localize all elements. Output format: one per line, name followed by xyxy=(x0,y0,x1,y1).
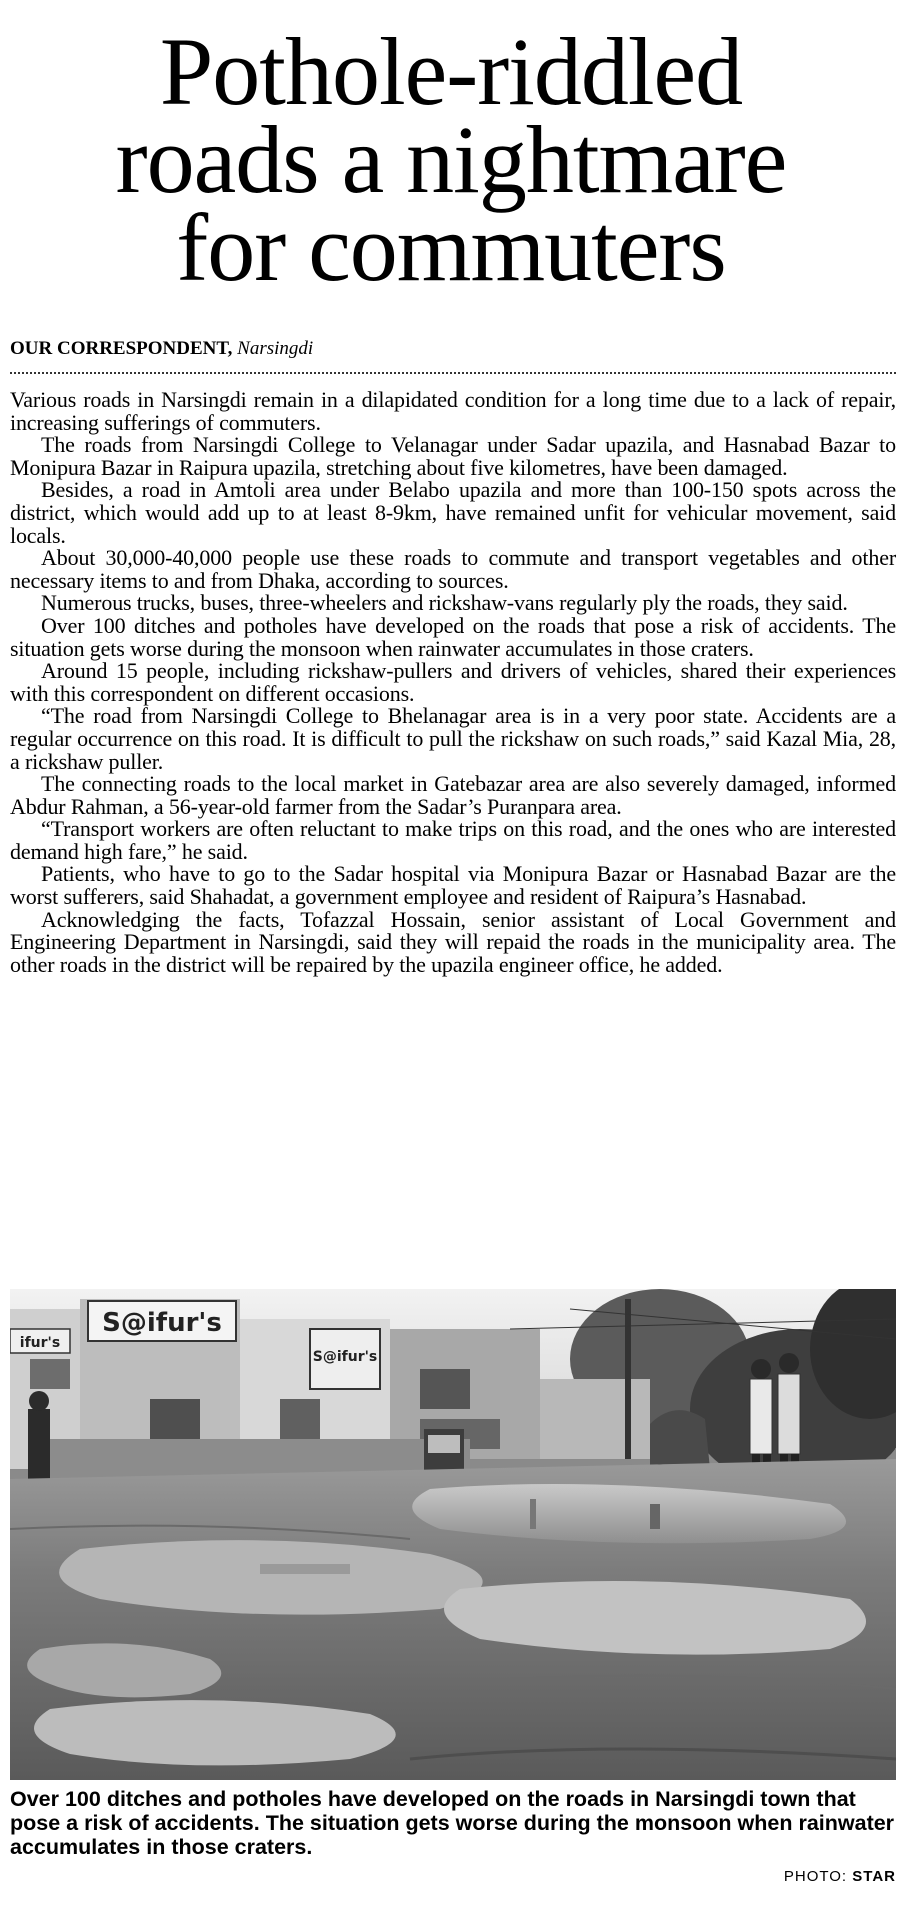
photo-credit-label: PHOTO: xyxy=(783,1868,848,1885)
article-paragraph: “The road from Narsingdi College to Bhelanagar area is in a very poor state. Accidents are a regular occurrence on this road. It is difficult to pull the rickshaw on such roads,” said Kazal Mia, 28, a rickshaw puller. xyxy=(10,703,896,774)
article-paragraph: Acknowledging the facts, Tofazzal Hossain, senior assistant of Local Government and Engineering Department in Narsingdi, said they will repaid the roads in the municipality area. The other roads in the district will be repaired by the upazila engineer office, he added. xyxy=(10,906,896,977)
article-paragraph: Various roads in Narsingdi remain in a dilapidated condition for a long time due to a lack of repair, increasing sufferings of commuters. xyxy=(10,387,896,435)
article-paragraph: Over 100 ditches and potholes have developed on the roads that pose a risk of accidents. The situation gets worse during the monsoon when rainwater accumulates in those craters. xyxy=(10,612,896,661)
headline-line-2: roads a nightmare xyxy=(115,106,787,213)
shop-sign-1: S@ifur's xyxy=(102,1308,222,1338)
shop-sign-3: ifur's xyxy=(19,1335,61,1351)
article-paragraph: The connecting roads to the local market in Gatebazar area are also severely damaged, informed Abdur Rahman, a 56-year-old farmer from the Sadar’s Puranpara area. xyxy=(10,771,896,819)
article-body xyxy=(10,389,896,976)
headline-line-3: for commuters xyxy=(176,194,726,301)
road-scene-photo xyxy=(10,1289,896,1780)
article-paragraph: Around 15 people, including rickshaw-pullers and drivers of vehicles, shared their experiences with this correspondent on different occasions. xyxy=(10,658,896,706)
article-paragraph: The roads from Narsingdi College to Velanagar under Sadar upazila, and Hasnabad Bazar to Monipura Bazar in Raipura upazila, stretching about five kilometres, have been damaged. xyxy=(10,432,896,480)
shop-sign-2: S@ifur's xyxy=(312,1349,378,1365)
article-paragraph: Besides, a road in Amtoli area under Belabo upazila and more than 100-150 spots across the district, which would add up to at least 8-9km, have remained unfit for vehicular movement, said locals. xyxy=(10,477,896,548)
photo-credit-source: STAR xyxy=(852,1868,896,1885)
photo-caption: Over 100 ditches and potholes have developed on the roads in Narsingdi town that pose a risk of accidents. The situation gets worse during the monsoon when rainwater accumulates in those craters. xyxy=(10,1787,895,1859)
article-paragraph: Patients, who have to go to the Sadar hospital via Monipura Bazar or Hasnabad Bazar are the worst sufferers, said Shahadat, a government employee and resident of Raipura’s Hasnabad. xyxy=(10,861,896,910)
article-paragraph: About 30,000-40,000 people use these roads to commute and transport vegetables and other necessary items to and from Dhaka, according to sources. xyxy=(10,545,896,593)
byline-divider xyxy=(10,372,896,374)
byline-author: OUR CORRESPONDENT, xyxy=(10,338,233,359)
news-photo xyxy=(10,1289,896,1780)
article-paragraph: Numerous trucks, buses, three-wheelers and rickshaw-vans regularly ply the roads, they said. xyxy=(41,590,848,616)
byline-location: Narsingdi xyxy=(237,338,314,359)
headline xyxy=(0,18,902,301)
photo-credit xyxy=(784,1868,896,1885)
article-paragraph: “Transport workers are often reluctant to make trips on this road, and the ones who are interested demand high fare,” he said. xyxy=(10,816,896,864)
byline xyxy=(10,338,313,360)
headline-line-1: Pothole-riddled xyxy=(159,18,743,125)
